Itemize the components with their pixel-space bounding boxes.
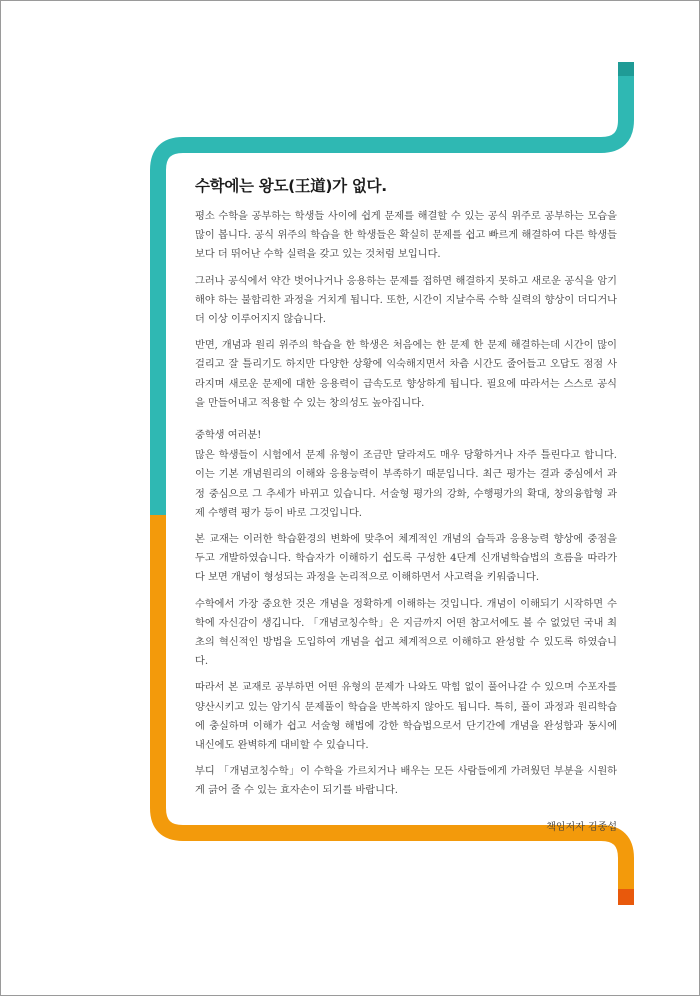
teal-line-cap bbox=[618, 62, 634, 76]
paragraph: 그러나 공식에서 약간 벗어나거나 응용하는 문제를 접하면 해결하지 못하고 새로운 공식을 암기해야 하는 불합리한 과정을 거치게 됩니다. 또한, 시간이 지날수록 수학 실력의 향상이 더디거나 더 이상 이루어지지 않습니다. bbox=[195, 275, 617, 326]
author-signature: 책임저자 김종섭 bbox=[546, 822, 617, 833]
greeting: 중학생 여러분! bbox=[195, 430, 262, 441]
paragraph: 부디 「개념코칭수학」이 수학을 가르치거나 배우는 모든 사람들에게 가려웠던 부분을 시원하게 긁어 줄 수 있는 효자손이 되기를 바랍니다. bbox=[195, 766, 617, 797]
paragraph: 많은 학생들이 시험에서 문제 유형이 조금만 달라져도 매우 당황하거나 자주 틀린다고 합니다. 이는 기본 개념원리의 이해와 응용능력이 부족하기 때문입니다. 최근 평가는 결과 중심에서 과정 중심으로 그 추세가 바뀌고 있습니다. 서술형 평가의 강화, 수행평가의 확대, 창의융합형 과제 수행력 평가 등이 바로 그것입니다. bbox=[195, 450, 617, 519]
paragraph: 평소 수학을 공부하는 학생들 사이에 쉽게 문제를 해결할 수 있는 공식 위주로 공부하는 모습을 많이 봅니다. 공식 위주의 학습을 한 학생들은 확실히 문제를 쉽고 빠르게 해결하여 다른 학생들보다 더 뛰어난 수학 실력을 갖고 있는 것처럼 보입니다. bbox=[195, 211, 617, 261]
orange-line-cap bbox=[618, 889, 634, 905]
paragraph: 수학에서 가장 중요한 것은 개념을 정확하게 이해하는 것입니다. 개념이 이해되기 시작하면 수학에 자신감이 생깁니다. 「개념코칭수학」은 지금까지 어떤 참고서에도 볼 수 없었던 국내 최초의 혁신적인 방법을 도입하여 개념을 쉽고 체계적으로 이해하고 완성할 수 있도록 하였습니다. bbox=[195, 598, 617, 668]
intro-section bbox=[195, 207, 617, 420]
main-section bbox=[195, 426, 617, 808]
paragraph: 본 교재는 이러한 학습환경의 변화에 맞추어 체계적인 개념의 습득과 응용능력 향상에 중점을 두고 개발하였습니다. 학습자가 이해하기 쉽도록 구성한 4단계 신개념학습법의 흐름을 따라가다 보면 개념이 형성되는 과정을 논리적으로 이해하면서 사고력을 키워줍니다. bbox=[195, 534, 617, 584]
paragraph: 따라서 본 교재로 공부하면 어떤 유형의 문제가 나와도 막힘 없이 풀어나갈 수 있으며 수포자를 양산시키고 있는 암기식 문제풀이 학습을 반복하지 않아도 됩니다. 특히, 풀이 과정과 원리학습에 충실하며 이해가 쉽고 서술형 해법에 강한 학습법으로서 단기간에 개념을 완성함과 동시에 내신에도 완벽하게 대비할 수 있습니다. bbox=[195, 682, 617, 752]
paragraph: 반면, 개념과 원리 위주의 학습을 한 학생은 처음에는 한 문제 한 문제 해결하는데 시간이 많이 걸리고 잘 틀리기도 하지만 다양한 상황에 익숙해지면서 차츰 시간도 줄어들고 오답도 점점 사라지며 새로운 문제에 대한 응용력이 급속도로 향상하게 됩니다. 필요에 따라서는 스스로 공식을 만들어내고 적용할 수 있는 창의성도 높아집니다. bbox=[195, 340, 617, 409]
page-title: 수학에는 왕도(王道)가 없다. bbox=[195, 177, 387, 195]
